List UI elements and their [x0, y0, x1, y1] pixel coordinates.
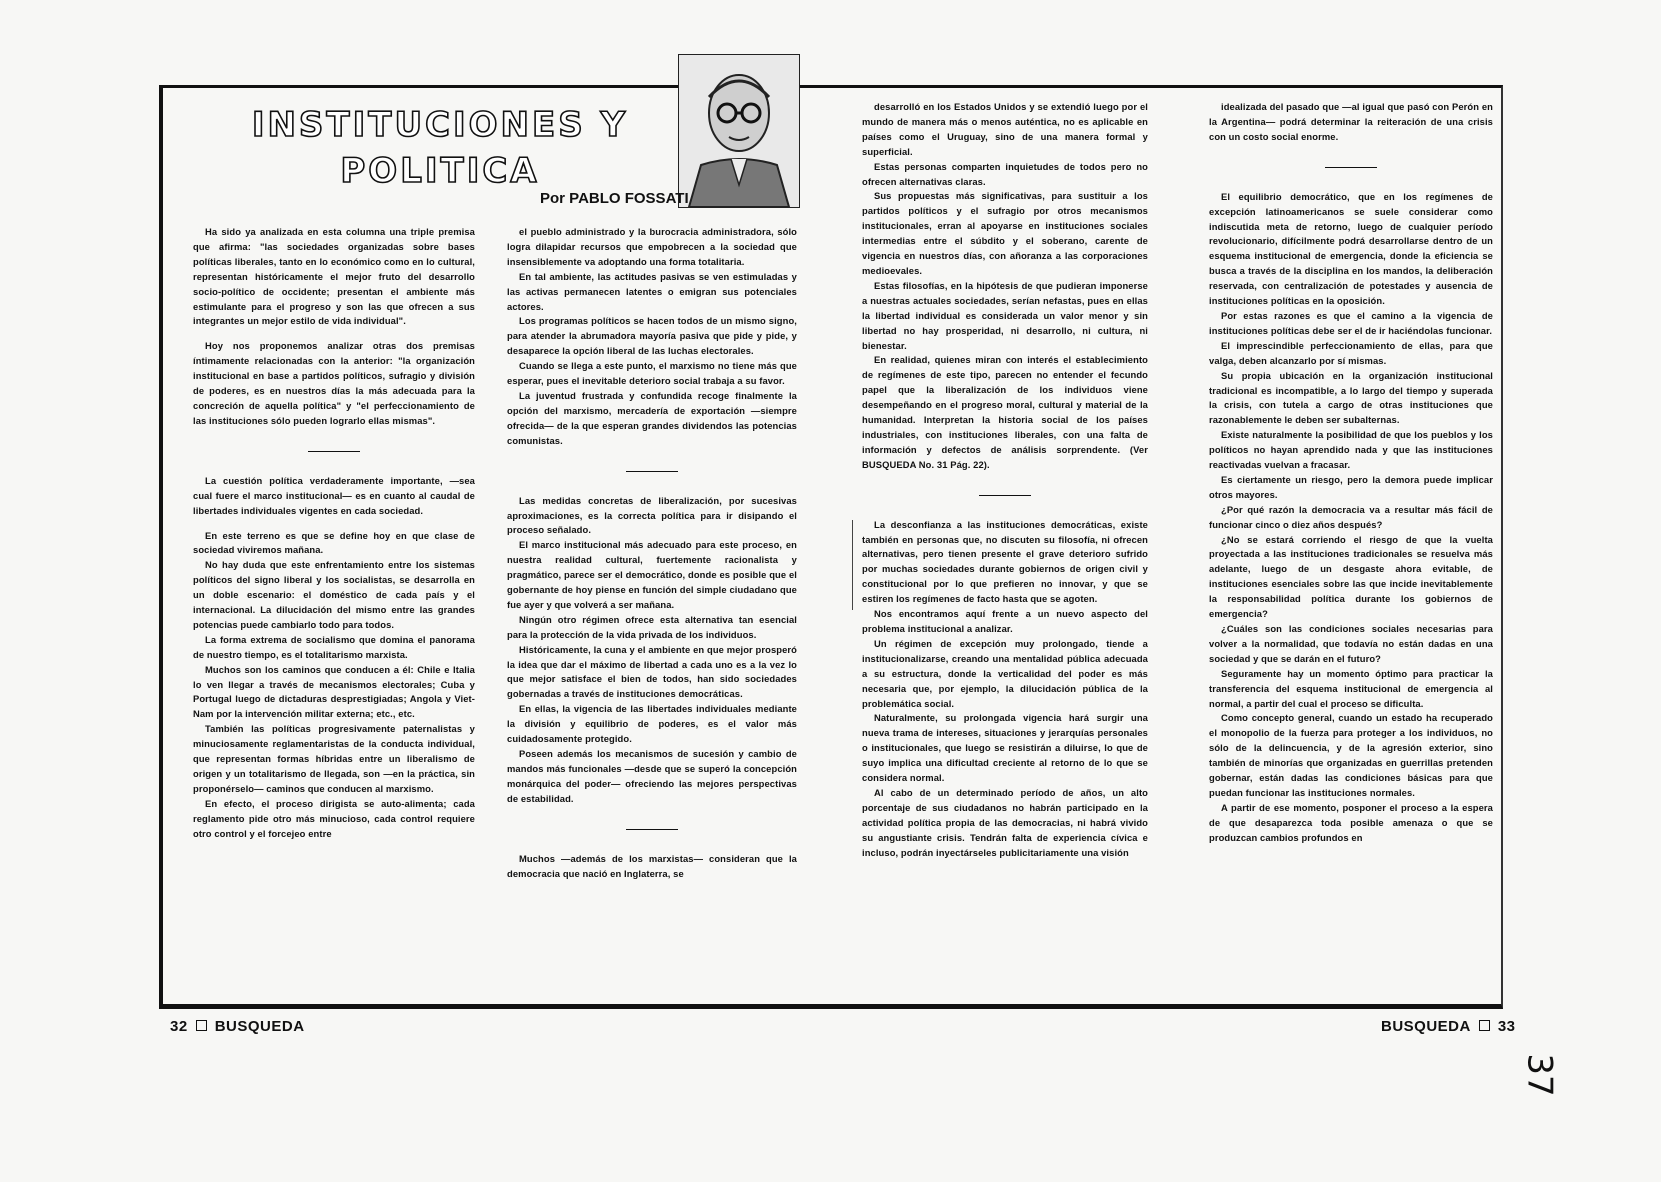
paragraph: La cuestión política verdaderamente importante, —sea cual fuere el marco institucional— es en cuanto al caudal de libertades individuales vigentes en cada sociedad. [193, 474, 475, 516]
paragraph: Muchos son los caminos que conducen a él: Chile e Italia lo ven llegar a través de mecanismos electorales; Cuba y Portugal luego de dictaduras desprestigiadas; Angola y Viet-Nam por la intervención militar externa; etc., etc. [193, 663, 475, 720]
column-1 [193, 225, 475, 842]
paragraph: Naturalmente, su prolongada vigencia hará surgir una nueva trama de intereses, situaciones y jerarquías personales o institucionales, que luego se resistirán a diluirse, lo que de suyo implica una dificultad creciente al retorno de lo que se considera normal. [862, 712, 1148, 784]
paragraph: Los programas políticos se hacen todos de un mismo signo, para atender la abrumadora mayoría pasiva que pide y pide, y desaparece la opción liberal de las luchas electorales. [507, 315, 797, 357]
page-number-left: 32 [170, 1018, 188, 1035]
section-divider [308, 451, 360, 452]
paragraph: ¿No se estará corriendo el riesgo de que la vuelta proyectada a las instituciones tradicionales se resuelva más adelante, luego de un desgaste ahora evitable, de instituciones esenciales sobre las que incide inevitablemente la responsabilidad política durante los gobiernos de emergencia? [1209, 533, 1493, 620]
archive-page-number: 37 [1519, 1053, 1560, 1097]
paragraph: ¿Por qué razón la democracia va a resultar más fácil de funcionar cinco o diez años después? [1209, 503, 1493, 530]
paragraph: ¿Cuáles son las condiciones sociales necesarias para volver a la normalidad, que todavía no están dadas en una sociedad y que se darán en el futuro? [1209, 623, 1493, 664]
paragraph: Estas filosofías, en la hipótesis de que pudieran imponerse a nuestras actuales sociedades, serían nefastas, pues en ellas la libertad individual es considerada un valor menor y sin libertad no hay prosperidad, ni desarrollo, ni cultura, ni bienestar. [862, 279, 1148, 351]
paragraph: Su propia ubicación en la organización institucional tradicional es incompatible, a lo largo del tiempo y superada la crisis, con tutela a cargo de otras instituciones que razonablemente le deben ser subalternas. [1209, 369, 1493, 426]
paragraph: En realidad, quienes miran con interés el establecimiento de regímenes de este tipo, parecen no entender el fecundo papel que la liberalización de los individuos viene desempeñando en el progreso moral, cultural y material de la humanidad. Interpretan la historia social de los países industriales, con instituciones liberales, con una falta de información y defectos de análisis sorprendente. (Ver BUSQUEDA No. 31 Pág. 22). [862, 354, 1148, 470]
paragraph: Muchos —además de los marxistas— consideran que la democracia que nació en Inglaterra, se [507, 852, 797, 879]
footer-right [1381, 1018, 1516, 1035]
paragraph: Estas personas comparten inquietudes de todos pero no ofrecen alternativas claras. [862, 160, 1148, 187]
paragraph: Ha sido ya analizada en esta columna una triple premisa que afirma: "las sociedades organizadas sobre bases políticas liberales, tanto en lo económico como en lo cultural, representan históricamente el mejor fruto del desarrollo socio-político de occidente; presentan el ambiente más estimulante para el progreso y son las que ofrecen a sus integrantes un mejor estilo de vida individual". [193, 226, 475, 327]
paragraph: Cuando se llega a este punto, el marxismo no tiene más que esperar, pues el inevitable deterioro social trabaja a su favor. [507, 360, 797, 387]
square-icon [1479, 1020, 1490, 1031]
section-divider [626, 829, 678, 830]
column-4 [1209, 100, 1493, 846]
square-icon [196, 1020, 207, 1031]
paragraph: En tal ambiente, las actitudes pasivas se ven estimuladas y las activas permanecen latentes o emigran sus potenciales actores. [507, 270, 797, 312]
magazine-name-left: BUSQUEDA [214, 1018, 305, 1035]
paragraph: Por estas razones es que el camino a la vigencia de instituciones políticas debe ser el de ir haciéndolas funcionar. [1209, 309, 1493, 336]
paragraph: Nos encontramos aquí frente a un nuevo aspecto del problema institucional a analizar. [862, 608, 1148, 634]
paragraph: La forma extrema de socialismo que domina el panorama de nuestro tiempo, es el totalitarismo marxista. [193, 633, 475, 660]
paragraph: Seguramente hay un momento óptimo para practicar la transferencia del esquema institucional de emergencia al normal, a partir del cual el proceso se dificulta. [1209, 667, 1493, 709]
paragraph: La juventud frustrada y confundida recoge finalmente la opción del marxismo, mercadería de exportación —siempre ofrecida— de la que esperan grandes dividendos las potencias comunistas. [507, 389, 797, 446]
paragraph: el pueblo administrado y la burocracia administradora, sólo logra dilapidar recursos que empobrecen a la sociedad que insensiblemente va adoptando una forma totalitaria. [507, 226, 797, 267]
paragraph: Sus propuestas más significativas, para sustituir a los partidos políticos y el sufragio por otros mecanismos institucionales, erran al apoyarse en instituciones sociales intermedias entre el súbdito y el soberano, carente de vigencia en nuestros días, con añoranza a las corporaciones medioevales. [862, 190, 1148, 276]
paragraph: Históricamente, la cuna y el ambiente en que mejor prosperó la idea que dar el máximo de libertad a cada uno es a la vez lo que mejor satisface el bien de todos, han sido sociedades gobernadas a través de instituciones democráticas. [507, 643, 797, 700]
paragraph: En ellas, la vigencia de las libertades individuales mediante la división y equilibrio de poderes, es el valor más cuidadosamente protegido. [507, 703, 797, 745]
paragraph: Poseen además los mecanismos de sucesión y cambio de mandos más funcionales —desde que se superó la concepción monárquica del poder— ofreciendo las mejores perspectivas de estabilidad. [507, 748, 797, 804]
section-divider [626, 471, 678, 472]
paragraph: La desconfianza a las instituciones democráticas, existe también en personas que, no discuten su filosofía, ni ofrecen alternativas, pero tienen presente el grave deterioro sufrido por muchas sociedades durante gobiernos de origen civil y constitucional por lo que prefieren no innovar, y que se estiren los regímenes de facto hasta que se agoten. [862, 518, 1148, 605]
paragraph: Como concepto general, cuando un estado ha recuperado el monopolio de la fuerza para proteger a los individuos, no sólo de la delincuencia, y de la agresión exterior, sino también de minorías que organizadas en guerrillas pretenden gobernar, están dadas las condiciones básicas para que puedan funcionar las instituciones normales. [1209, 712, 1493, 798]
margin-mark [852, 520, 853, 610]
paragraph: Hoy nos proponemos analizar otras dos premisas íntimamente relacionadas con la anterior: "la organización institucional en base a partidos políticos, sufragio y división de poderes, es en nuestros días la más adecuada para la concreción de aquella política" y "el perfeccionamiento de las instituciones sólo pueden lograrlo ellas mismas". [193, 340, 475, 426]
author-photo [678, 54, 800, 208]
column-3 [862, 100, 1148, 861]
paragraph: En este terreno es que se define hoy en que clase de sociedad viviremos mañana. [193, 529, 475, 556]
paragraph: No hay duda que este enfrentamiento entre los sistemas políticos del signo liberal y los socialistas, se desarrolla en un doble escenario: el doméstico de cada país y el internacional. La dilucidación del mismo entre las grandes potencias puede cambiarlo todo para todos. [193, 559, 475, 630]
paragraph: El imprescindible perfeccionamiento de ellas, para que valga, deben alcanzarlo por sí mismas. [1209, 339, 1493, 366]
paragraph: desarrolló en los Estados Unidos y se extendió luego por el mundo de manera más o menos auténtica, no es aplicable en países como el Uruguay, sino de una manera formal y superficial. [862, 101, 1148, 157]
page-number-right: 33 [1497, 1018, 1516, 1035]
portrait-illustration [679, 55, 799, 207]
magazine-name-right: BUSQUEDA [1381, 1018, 1471, 1035]
paragraph: El marco institucional más adecuado para este proceso, en nuestra realidad cultural, fuertemente racionalista y pragmático, parece ser el democrático, donde es posible que el gobernante de hoy piense en función del simple ciudadano que fue ayer y que volverá a ser mañana. [507, 539, 797, 610]
byline: Por PABLO FOSSATI [540, 190, 689, 207]
paragraph: Ningún otro régimen ofrece esta alternativa tan esencial para la protección de la vida privada de los individuos. [507, 613, 797, 640]
section-divider [1325, 167, 1377, 168]
paragraph: A partir de ese momento, posponer el proceso a la espera de que desaparezca toda posible amenaza o que se produzcan cambios profundos en [1209, 801, 1493, 843]
paragraph: El equilibrio democrático, que en los regímenes de excepción latinoamericanos se suele considerar como indiscutida meta de retorno, luego de cualquier período revolucionario, difícilmente podrá desarrollarse dentro de un esquema institucional de emergencia, donde la eficiencia se busca a través de la disciplina en los mandos, la deliberación reservada, con centralización de potestades y ausencia de instituciones políticas en la oposición. [1209, 190, 1493, 307]
footer-left [170, 1018, 305, 1035]
paragraph: En efecto, el proceso dirigista se auto-alimenta; cada reglamento pide otro más minucioso, cada control requiere otro control y el forcejeo entre [193, 797, 475, 839]
paragraph: Un régimen de excepción muy prolongado, tiende a institucionalizarse, creando una mentalidad pública adecuada a su estructura, donde la verticalidad del poder es más necesaria que, por ejemplo, la dilucidación pública de la problemática social. [862, 637, 1148, 709]
paragraph: Las medidas concretas de liberalización, por sucesivas aproximaciones, es la correcta política para ir disipando el proceso señalado. [507, 494, 797, 536]
paragraph: Existe naturalmente la posibilidad de que los pueblos y los políticos no hayan aprendido nada y que las instituciones reactivadas vuelvan a fracasar. [1209, 429, 1493, 471]
paragraph: idealizada del pasado que —al igual que pasó con Perón en la Argentina— podrá determinar la reiteración de una crisis con un costo social enorme. [1209, 101, 1493, 142]
paragraph: También las políticas progresivamente paternalistas y minuciosamente reglamentaristas de la conducta individual, que representan formas híbridas entre un liberalismo de origen y un totalitarismo de llegada, son —en la práctica, sin proponérselo— caminos que conducen al marxismo. [193, 723, 475, 794]
paragraph: Al cabo de un determinado período de años, un alto porcentaje de sus ciudadanos no habrán participado en la actividad política propia de las democracias, ni habrá vivido su angustiante crisis. Tendrán falta de experiencia cívica e incluso, podrán inyectárseles publicitariamente una visión [862, 786, 1148, 858]
paragraph: Es ciertamente un riesgo, pero la demora puede implicar otros mayores. [1209, 473, 1493, 500]
article-title: INSTITUCIONES Y POLITICA [251, 105, 629, 191]
column-2 [507, 225, 797, 881]
section-divider [979, 495, 1031, 496]
